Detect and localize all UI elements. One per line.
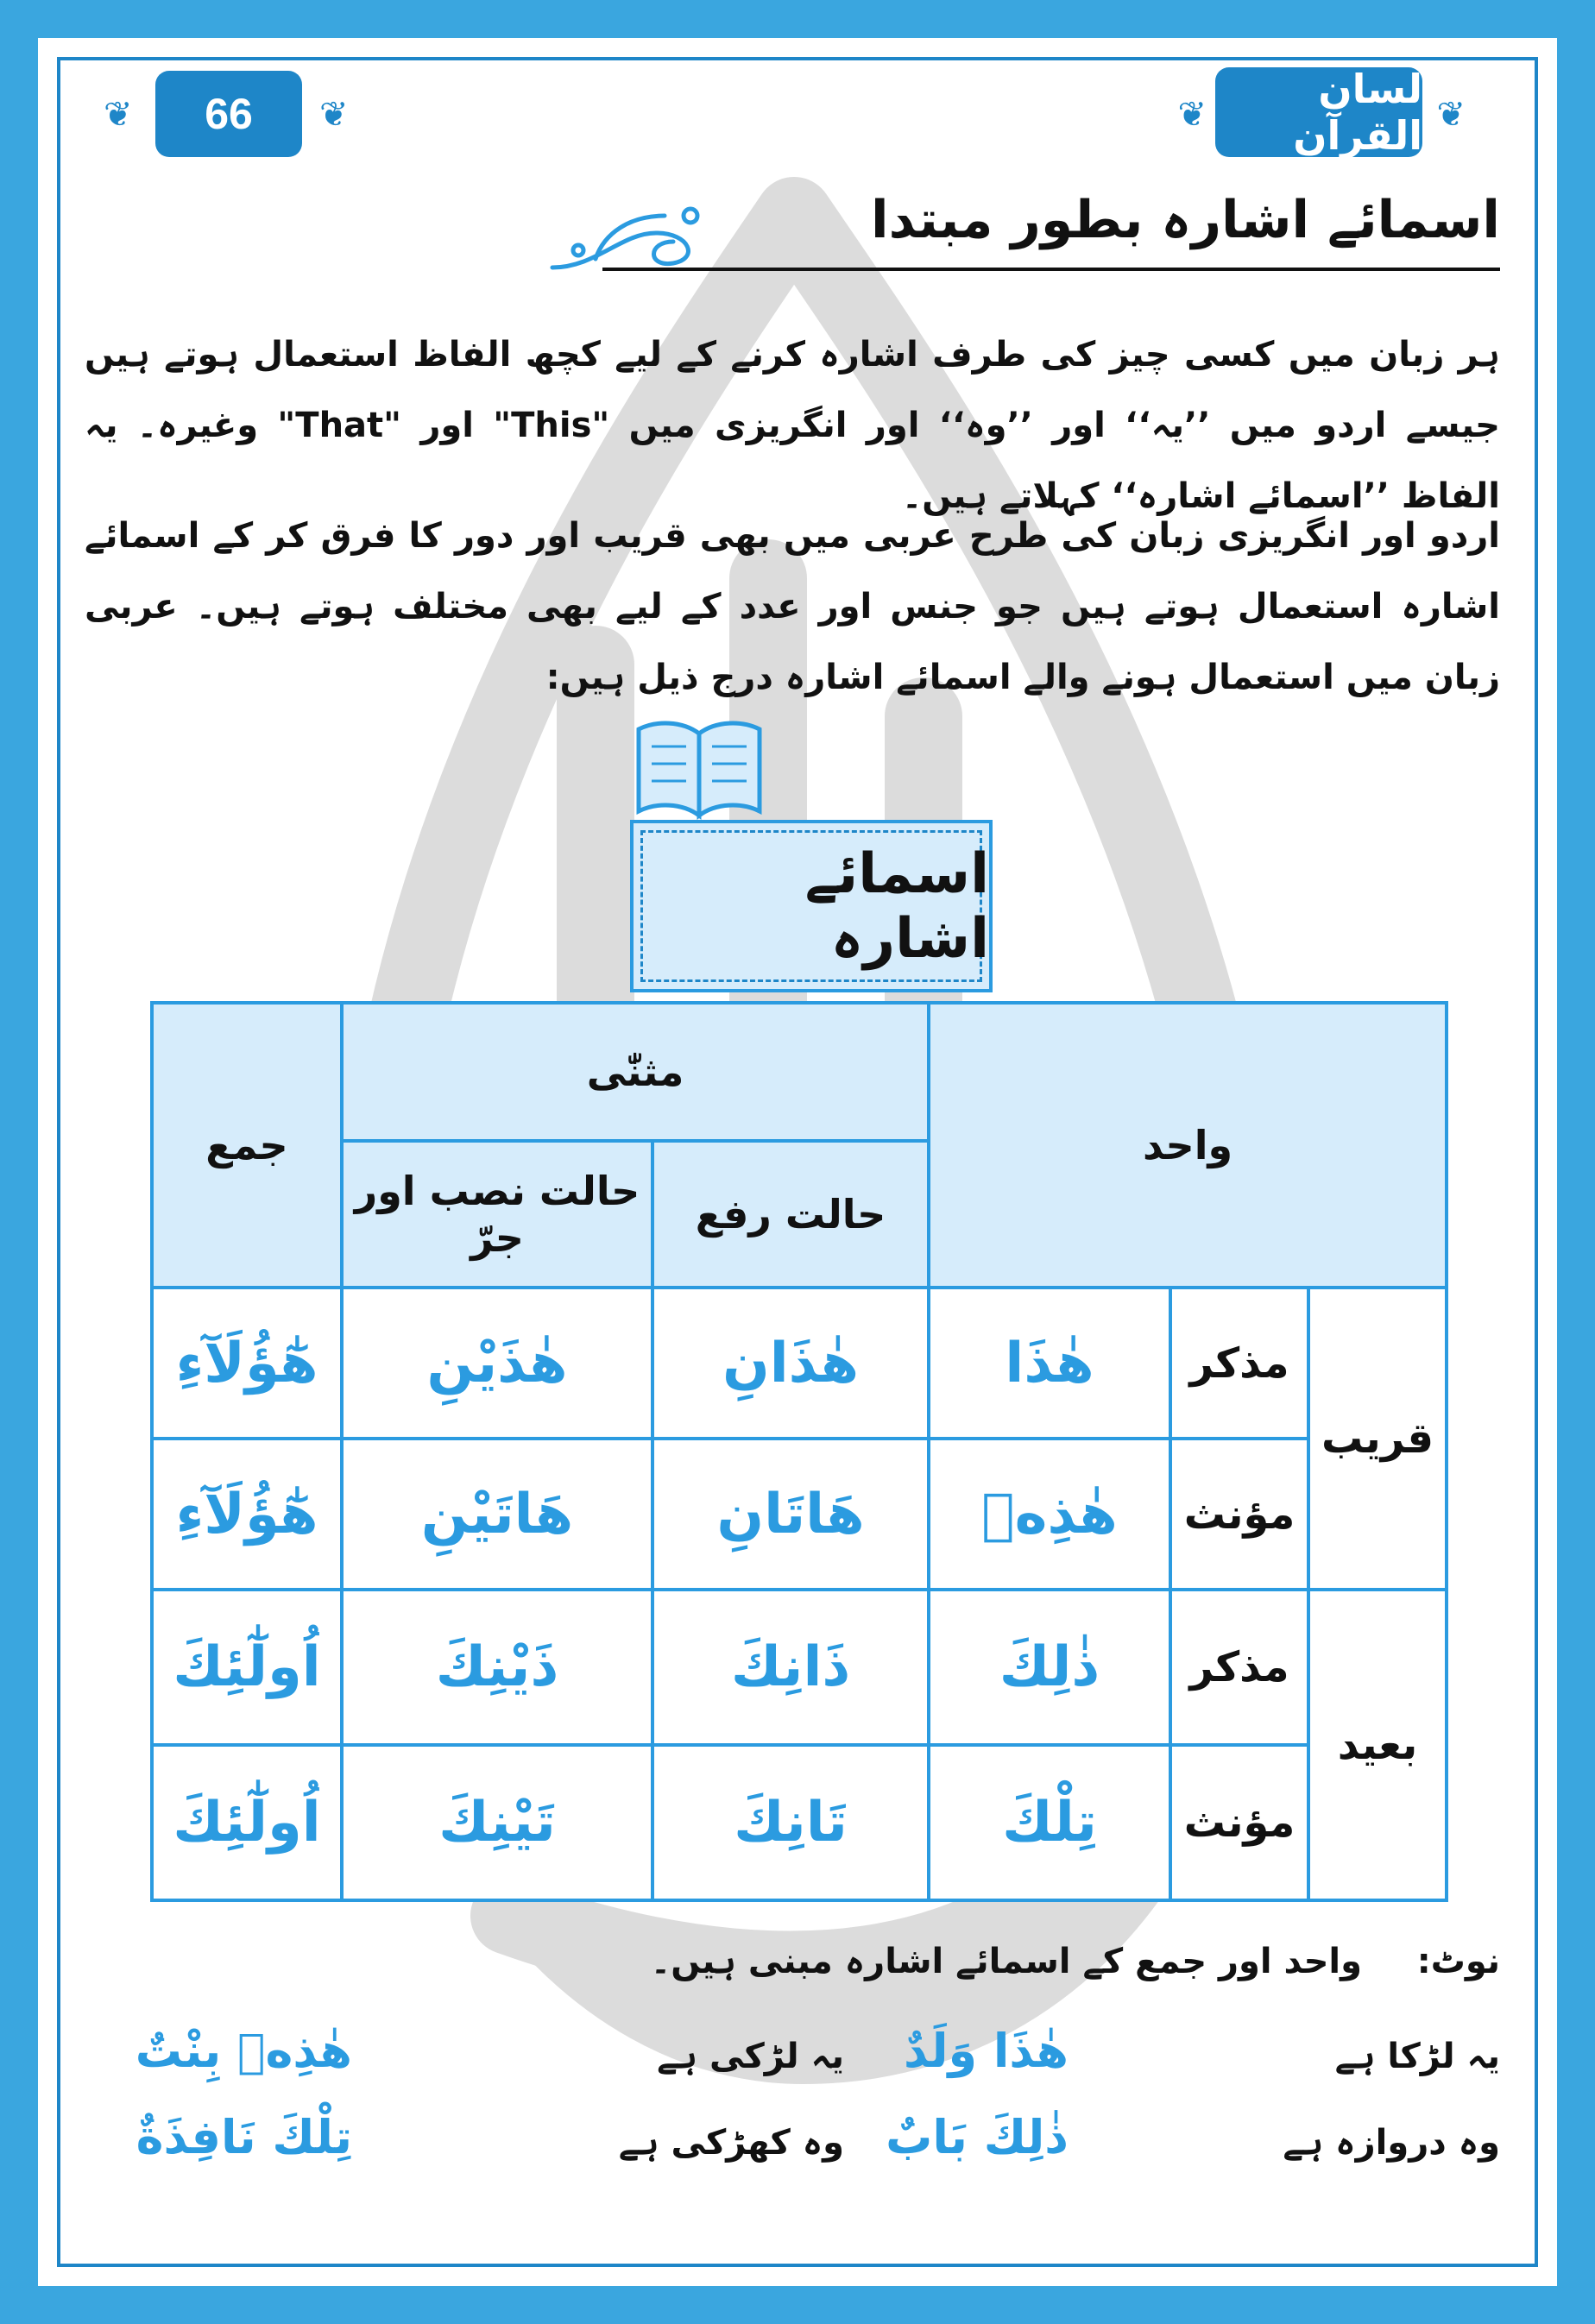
example-arabic: ذٰلِكَ بَابٌ xyxy=(886,2110,1069,2164)
group-far: بعید xyxy=(1308,1590,1447,1900)
title-underline xyxy=(602,268,1500,271)
table-cell: هَاتَيْنِ xyxy=(342,1439,652,1590)
ornament-icon: ❦ xyxy=(319,95,349,135)
table-cell: ذَيْنِكَ xyxy=(342,1590,652,1745)
table-cell: اُولٰٓئِكَ xyxy=(152,1745,342,1900)
example-urdu: یہ لڑکی ہے xyxy=(657,2037,844,2076)
gender-feminine: مؤنث xyxy=(1170,1745,1308,1900)
header-dual-nominative: حالت رفع xyxy=(652,1141,929,1288)
example-arabic: هٰذَا وَلَدٌ xyxy=(904,2024,1069,2078)
table-cell: تَيْنِكَ xyxy=(342,1745,652,1900)
ornament-icon: ❦ xyxy=(1177,95,1207,135)
table-cell: اُولٰٓئِكَ xyxy=(152,1590,342,1745)
emblem-title: اسمائے اشارہ xyxy=(804,842,989,971)
header-singular: واحد xyxy=(929,1003,1447,1288)
example-arabic: تِلْكَ نَافِذَةٌ xyxy=(136,2110,352,2164)
example-urdu: وہ دروازہ ہے xyxy=(1283,2123,1500,2163)
header-dual-accusative: حالت نصب اور جرّ xyxy=(342,1141,652,1288)
ornament-icon: ❦ xyxy=(104,95,133,135)
table-cell: هٰٓؤُلَآءِ xyxy=(152,1288,342,1439)
open-book-icon xyxy=(630,708,768,828)
gender-masculine: مذکر xyxy=(1170,1288,1308,1439)
table-cell: هٰذَانِ xyxy=(652,1288,929,1439)
paragraph-intro: ہر زبان میں کسی چیز کی طرف اشارہ کرنے کے لیے کچھ الفاظ استعمال ہوتے ہیں جیسے اردو میں ’’یہ‘‘ اور ’’وہ‘‘ اور انگریزی میں "This" اور "That" وغیرہ۔ یہ الفاظ ’’اسمائے اشارہ‘‘ کہلاتے ہیں۔ xyxy=(85,335,1500,516)
page-number: 66 xyxy=(155,71,302,157)
example-urdu: یہ لڑکا ہے xyxy=(1334,2037,1500,2076)
gender-feminine: مؤنث xyxy=(1170,1439,1308,1590)
note-label: نوٹ: xyxy=(1416,1942,1500,1981)
table-cell: ذٰلِكَ xyxy=(929,1590,1170,1745)
table-cell: هٰٓؤُلَآءِ xyxy=(152,1439,342,1590)
table-cell: هٰذَيْنِ xyxy=(342,1288,652,1439)
header-dual: مثنّٰی xyxy=(342,1003,929,1141)
section-title: اسمائے اشارہ بطور مبتدا xyxy=(871,190,1500,250)
demonstratives-table xyxy=(150,1001,1448,1902)
header-plural: جمع xyxy=(152,1003,342,1288)
emblem-box xyxy=(630,820,993,992)
flourish-icon xyxy=(544,198,716,285)
table-cell: هَاتَانِ xyxy=(652,1439,929,1590)
table-cell: هٰذِهٖ xyxy=(929,1439,1170,1590)
note-text: واحد اور جمع کے اسمائے اشارہ مبنی ہیں۔ xyxy=(650,1942,1362,1981)
page xyxy=(60,60,1535,2264)
table-cell: ذَانِكَ xyxy=(652,1590,929,1745)
gender-masculine: مذکر xyxy=(1170,1590,1308,1745)
table-cell: تِلْكَ xyxy=(929,1745,1170,1900)
group-near: قریب xyxy=(1308,1288,1447,1590)
example-arabic: هٰذِهٖ بِنْتٌ xyxy=(135,2024,352,2078)
example-urdu: وہ کھڑکی ہے xyxy=(618,2123,844,2163)
ornament-icon: ❦ xyxy=(1436,95,1466,135)
table-cell: هٰذَا xyxy=(929,1288,1170,1439)
book-title: لسان القرآن xyxy=(1215,67,1422,157)
table-cell: تَانِكَ xyxy=(652,1745,929,1900)
paragraph-arabic: اردو اور انگریزی زبان کی طرح عربی میں بھی قریب اور دور کا فرق کر کے اسمائے اشارہ استعمال ہوتے ہیں جو جنس اور عدد کے لیے بھی مختلف ہوتے ہیں۔ عربی زبان میں استعمال ہونے والے اسمائے اشارہ درج ذیل ہیں: xyxy=(85,516,1500,697)
